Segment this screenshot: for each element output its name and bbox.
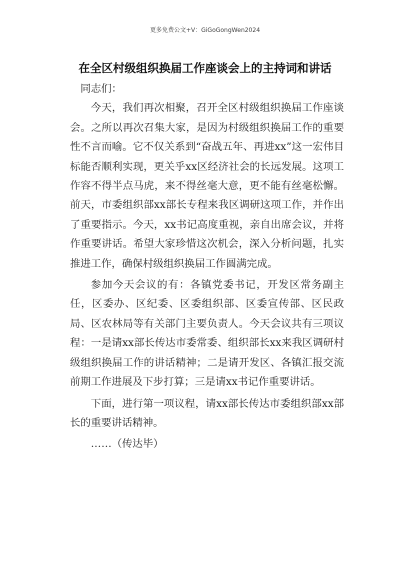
document-body [70, 80, 344, 455]
header-note: 更多免费公文+V：GiGoGongWen2024 [149, 27, 261, 34]
paragraph-1: 今天，我们再次相聚，召开全区村级组织换届工作座谈会。之所以再次召集大家，是因为村级组织换届工作的重要性不言而喻。它不仅关系到“奋战五年、再进xx”这一宏伟目标能否顺利实现，更关乎xx区经济社会的长远发展。这项工作容不得半点马虎，来不得丝毫大意，更不能有丝毫松懈。前天，市委组织部xx部长专程来我区调研这项工作，并作出了重要指示。今天，xx书记高度重视，亲自出席会议，并将作重要讲话。希望大家珍惜这次机会，深入分析问题，扎实推进工作，确保村级组织换届工作圆满完成。 [70, 102, 344, 270]
paragraph-2: 参加今天会议的有：各镇党委书记，开发区常务副主任，区委办、区纪委、区委组织部、区委宣传部、区民政局、区农林局等有关部门主要负责人。今天会议共有三项议程：一是请xx部长传达市委常委、组织部长xx来我区调研村级组织换届工作的讲话精神；二是请开发区、各镇汇报交流前期工作进展及下步打算；三是请xx书记作重要讲话。 [70, 279, 344, 389]
paragraph-3: 下面，进行第一项议程，请xx部长传达市委组织部xx部长的重要讲话精神。 [70, 397, 344, 429]
paragraph-4: ……（传达毕） [90, 438, 164, 451]
document-title: 在全区村级组织换届工作座谈会上的主持词和讲话 [78, 61, 332, 75]
salutation: 同志们： [80, 83, 122, 95]
